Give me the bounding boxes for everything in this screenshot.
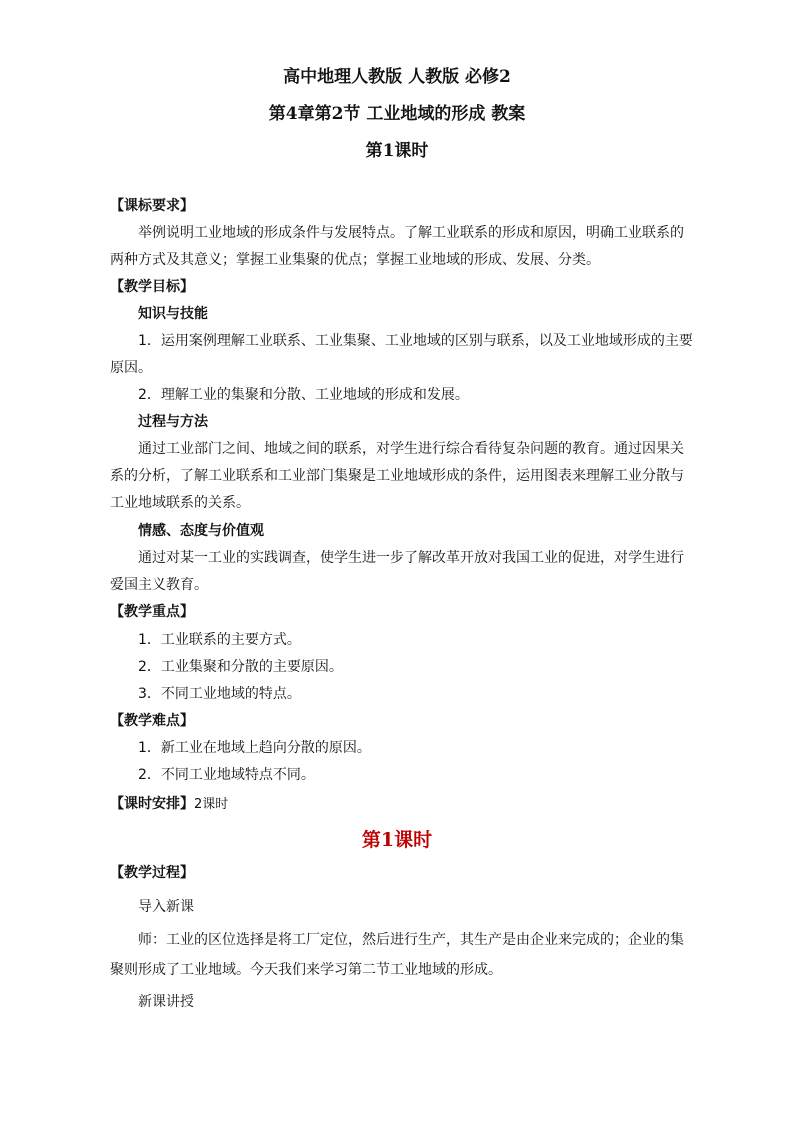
guocheng-heading: 过程与方法	[138, 414, 208, 430]
qinggan-line2: 爱国主义教育。	[110, 577, 208, 593]
anpai-value: 2课时	[194, 797, 229, 812]
nandian-item: 1．新工业在地域上趋向分散的原因。	[138, 740, 371, 756]
kebiao-line2: 两种方式及其意义；掌握工业集聚的优点；掌握工业地域的形成、发展、分类。	[110, 252, 600, 268]
zhongdian-item: 2．工业集聚和分散的主要原因。	[138, 659, 343, 675]
daoru-label: 导入新课	[138, 899, 194, 915]
qinggan-line1: 通过对某一工业的实践调查，使学生进一步了解改革开放对我国工业的促进，对学生进行	[138, 550, 684, 566]
mubiao-heading: 【教学目标】	[110, 279, 194, 295]
anpai-heading: 【课时安排】	[110, 796, 194, 812]
zhongdian-item: 1．工业联系的主要方式。	[138, 632, 301, 648]
guocheng-line2: 系的分析，了解工业联系和工业部门集聚是工业地域形成的条件，运用图表来理解工业分散与	[110, 468, 684, 484]
zhongdian-heading: 【教学重点】	[110, 604, 194, 620]
document-title-line2: 第4章第2节 工业地域的形成 教案	[268, 104, 526, 124]
jiaoxue-guocheng-heading: 【教学过程】	[110, 865, 194, 881]
qinggan-heading: 情感、态度与价值观	[138, 523, 264, 539]
zhishi-item2: 2．理解工业的集聚和分散、工业地域的形成和发展。	[138, 387, 469, 403]
nandian-item: 2．不同工业地域特点不同。	[138, 767, 315, 783]
kebiao-heading: 【课标要求】	[110, 198, 194, 214]
zhishi-heading: 知识与技能	[138, 306, 208, 322]
kebiao-line1: 举例说明工业地域的形成条件与发展特点。了解工业联系的形成和原因，明确工业联系的	[138, 225, 684, 241]
zhishi-item1-line1: 1．运用案例理解工业联系、工业集聚、工业地域的区别与联系，以及工业地域形成的主要	[138, 333, 693, 349]
zhishi-item1-line2: 原因。	[110, 360, 152, 376]
guocheng-line1: 通过工业部门之间、地域之间的联系，对学生进行综合看待复杂问题的教育。通过因果关	[138, 441, 684, 457]
zhongdian-item: 3．不同工业地域的特点。	[138, 686, 301, 702]
nandian-heading: 【教学难点】	[110, 713, 194, 729]
anpai-row	[110, 793, 228, 813]
xinke-label: 新课讲授	[138, 994, 194, 1010]
teacher-line2: 聚则形成了工业地域。今天我们来学习第二节工业地域的形成。	[110, 962, 502, 978]
guocheng-line3: 工业地域联系的关系。	[110, 495, 250, 511]
document-title-line1: 高中地理人教版 人教版 必修2	[283, 67, 511, 87]
section-title: 第1课时	[361, 829, 433, 851]
teacher-line1: 师：工业的区位选择是将工厂定位，然后进行生产，其生产是由企业来完成的；企业的集	[138, 932, 684, 948]
document-title-line3: 第1课时	[365, 141, 429, 161]
